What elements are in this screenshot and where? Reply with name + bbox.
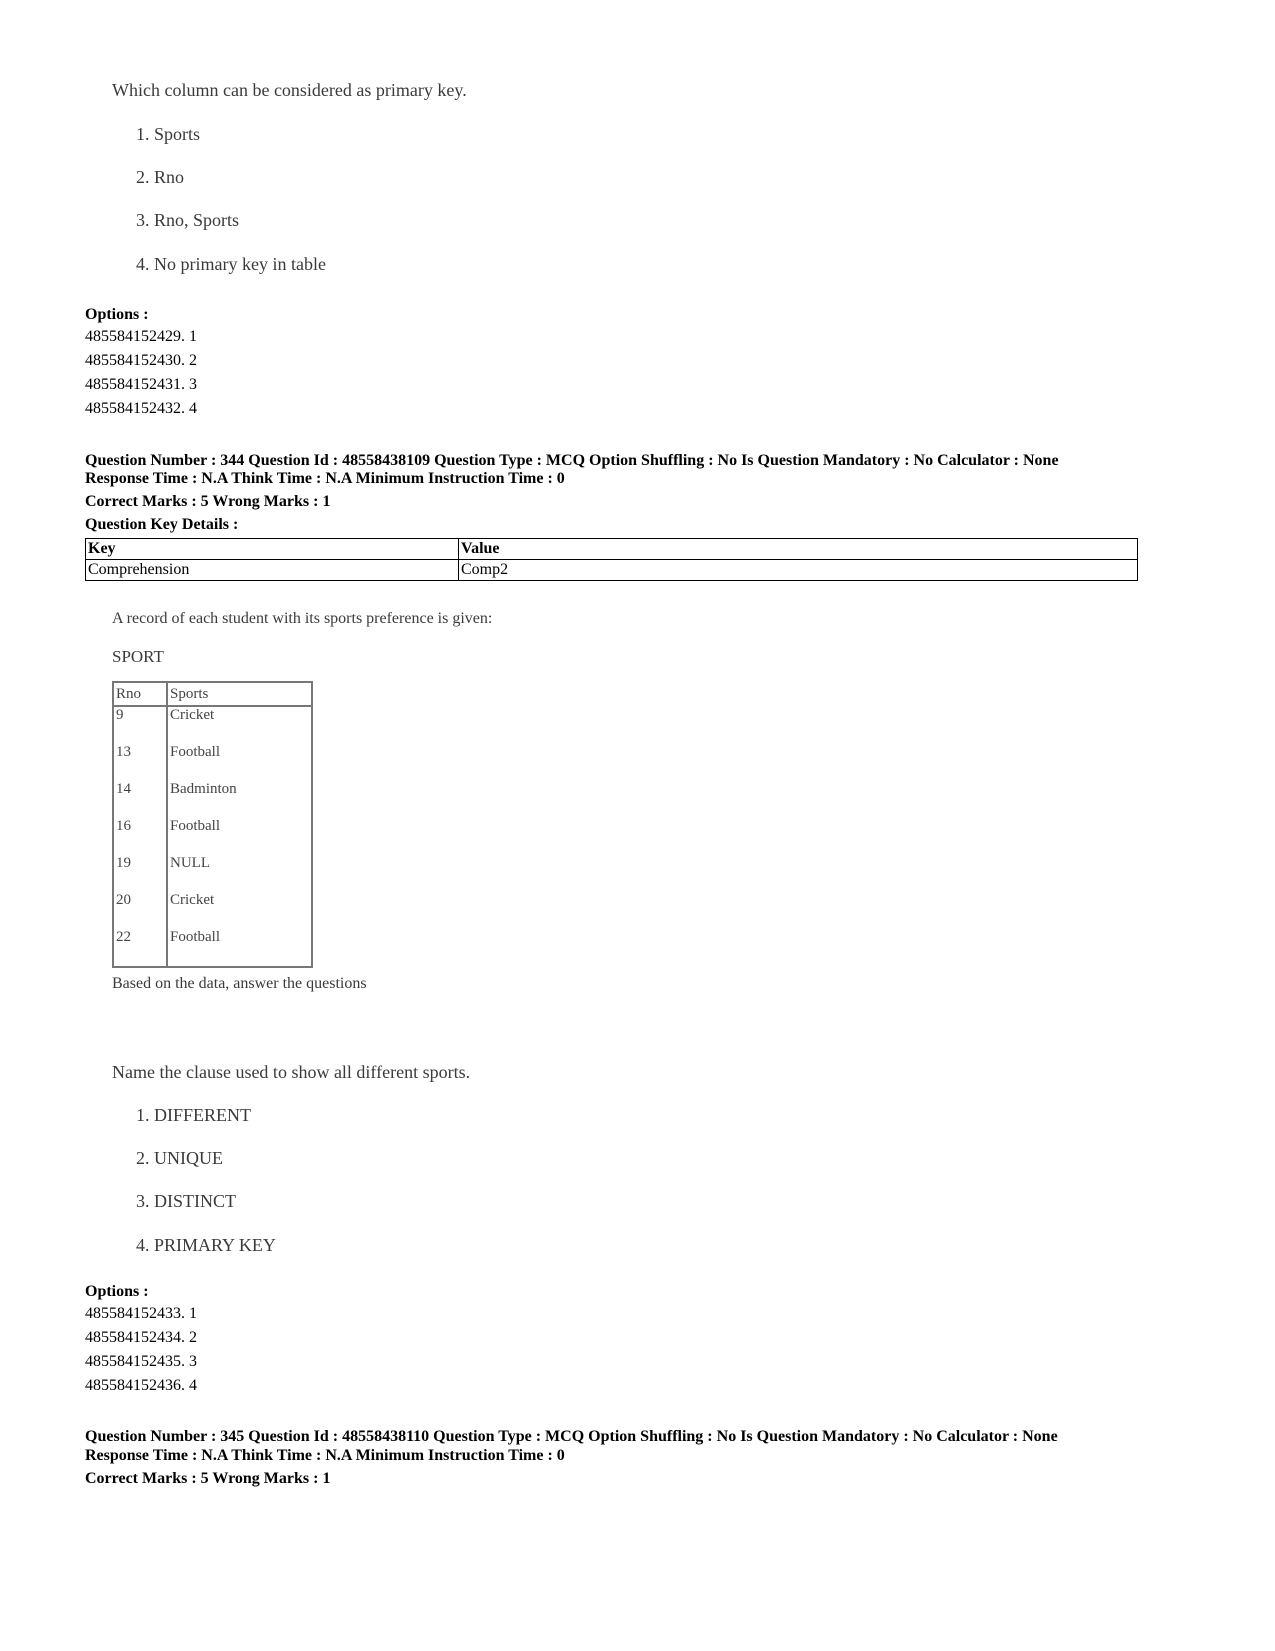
q343-question-text: Which column can be considered as primary key. <box>112 80 467 100</box>
sports-cell: Football <box>167 929 312 967</box>
table-header-row <box>113 682 312 706</box>
rno-cell: 13 <box>113 744 167 781</box>
sports-cell: Badminton <box>167 781 312 818</box>
rno-cell: 20 <box>113 892 167 929</box>
q345-marks: Correct Marks : 5 Wrong Marks : 1 <box>85 1470 331 1487</box>
q343-choice-1: 1. Sports <box>136 124 201 144</box>
comprehension-intro: A record of each student with its sports preference is given: <box>112 610 493 627</box>
value-cell: Comp2 <box>459 560 1138 581</box>
sports-cell: Cricket <box>167 706 312 744</box>
q344-question-text: Name the clause used to show all different sports. <box>112 1062 471 1082</box>
q344-choice-4: 4. PRIMARY KEY <box>136 1235 276 1255</box>
rno-cell: 22 <box>113 929 167 967</box>
option-item: 485584152436. 4 <box>85 1377 197 1394</box>
option-item: 485584152434. 2 <box>85 1329 197 1346</box>
sport-table-title: SPORT <box>112 647 164 666</box>
rno-cell: 9 <box>113 706 167 744</box>
rno-cell: 16 <box>113 818 167 855</box>
table-row <box>113 706 312 744</box>
q343-options-list <box>85 325 197 421</box>
value-header: Value <box>459 539 1138 560</box>
option-item: 485584152430. 2 <box>85 352 197 369</box>
rno-header: Rno <box>113 682 167 706</box>
rno-cell: 14 <box>113 781 167 818</box>
q344-options-label: Options : <box>85 1283 149 1300</box>
rno-cell: 19 <box>113 855 167 892</box>
table-row <box>113 892 312 929</box>
q345-header-line2: Response Time : N.A Think Time : N.A Minimum Instruction Time : 0 <box>85 1447 565 1464</box>
sports-cell: Football <box>167 818 312 855</box>
q344-marks: Correct Marks : 5 Wrong Marks : 1 <box>85 493 331 510</box>
sports-cell: NULL <box>167 855 312 892</box>
q344-options-list <box>85 1302 197 1398</box>
q344-choice-3: 3. DISTINCT <box>136 1191 236 1211</box>
option-item: 485584152433. 1 <box>85 1305 197 1322</box>
question-key-table <box>85 538 1138 581</box>
sports-header: Sports <box>167 682 312 706</box>
q343-choice-2: 2. Rno <box>136 167 185 187</box>
q344-choice-1: 1. DIFFERENT <box>136 1105 252 1125</box>
option-item: 485584152435. 3 <box>85 1353 197 1370</box>
option-item: 485584152429. 1 <box>85 328 197 345</box>
comprehension-footer: Based on the data, answer the questions <box>112 975 367 992</box>
table-header-row <box>86 539 1138 560</box>
sports-cell: Football <box>167 744 312 781</box>
key-header: Key <box>86 539 459 560</box>
q343-choice-4: 4. No primary key in table <box>136 254 326 274</box>
q345-header-line1: Question Number : 345 Question Id : 48558438110 Question Type : MCQ Option Shuffling : No Is Question Mandatory : No Calculator : None <box>85 1428 1058 1445</box>
q344-key-details-label: Question Key Details : <box>85 516 239 533</box>
q343-options-label: Options : <box>85 306 149 323</box>
table-row <box>113 929 312 967</box>
table-row <box>113 818 312 855</box>
option-item: 485584152432. 4 <box>85 400 197 417</box>
q343-choice-3: 3. Rno, Sports <box>136 210 240 230</box>
sports-cell: Cricket <box>167 892 312 929</box>
q344-header-line2: Response Time : N.A Think Time : N.A Minimum Instruction Time : 0 <box>85 470 565 487</box>
sport-table <box>112 681 313 968</box>
table-row <box>113 744 312 781</box>
option-item: 485584152431. 3 <box>85 376 197 393</box>
table-row <box>113 781 312 818</box>
table-row <box>86 560 1138 581</box>
table-row <box>113 855 312 892</box>
key-cell: Comprehension <box>86 560 459 581</box>
q344-header-line1: Question Number : 344 Question Id : 48558438109 Question Type : MCQ Option Shuffling : No Is Question Mandatory : No Calculator : None <box>85 452 1059 469</box>
q344-choice-2: 2. UNIQUE <box>136 1148 223 1168</box>
